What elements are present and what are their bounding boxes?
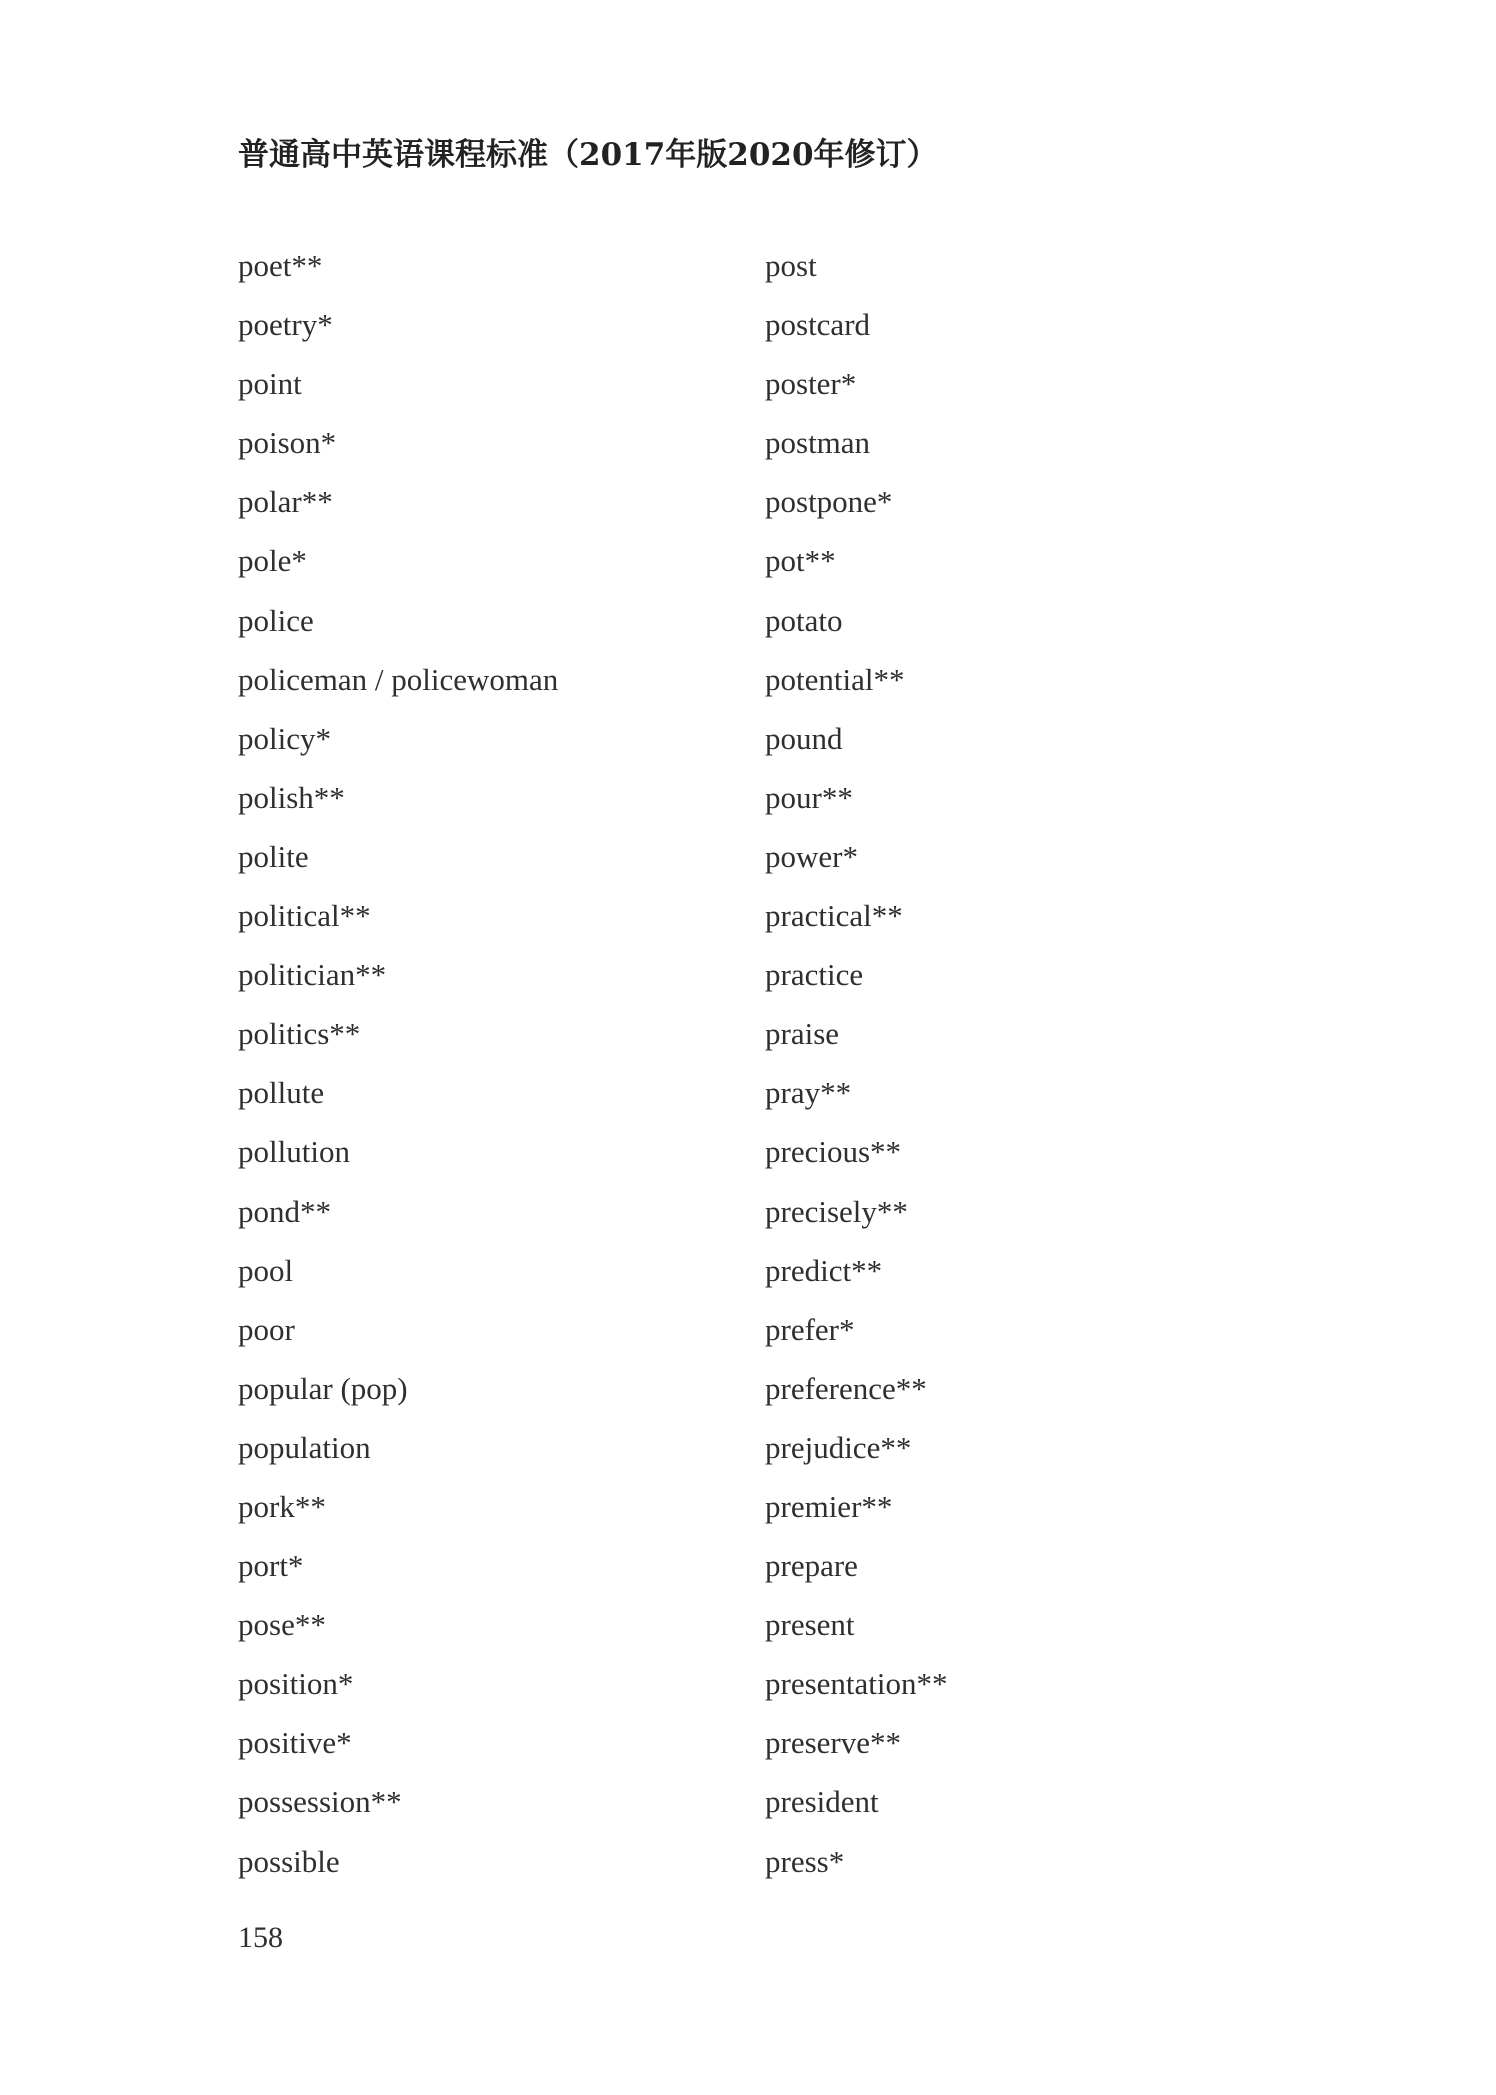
word-entry: premier** [765,1488,893,1524]
word-entry: pot** [765,543,836,579]
word-entry: predict** [765,1252,883,1288]
word-entry: politician** [238,957,387,993]
word-entry: practice [765,957,864,993]
word-entry: population [238,1429,371,1465]
word-entry: press* [765,1843,845,1879]
word-entry: pork** [238,1488,326,1524]
word-entry: polar** [238,484,333,520]
word-entry: position* [238,1666,354,1702]
word-entry: president [765,1784,879,1820]
word-list-right-column [765,243,948,1898]
word-entry: post [765,248,817,283]
word-entry: prepare [765,1548,858,1584]
word-entry: practical** [765,898,903,934]
word-entry: poor [238,1311,295,1347]
word-entry: pose** [238,1607,326,1643]
word-entry: pollution [238,1134,350,1170]
word-entry: poet** [238,248,323,283]
word-entry: pollute [238,1075,325,1111]
word-entry: possible [238,1843,340,1879]
word-list-left-column [238,243,558,1898]
word-entry: pound [765,720,843,756]
word-entry: postcard [765,307,871,343]
word-entry: pray** [765,1075,852,1111]
word-entry: precious** [765,1134,902,1170]
word-entry: possession** [238,1784,402,1820]
word-entry: popular (pop) [238,1370,408,1406]
word-entry: pour** [765,779,853,815]
word-entry: polish** [238,779,345,815]
word-entry: poison* [238,425,337,461]
word-entry: police [238,602,314,638]
word-entry: presentation** [765,1666,948,1702]
word-entry: poster* [765,366,857,402]
word-entry: postpone* [765,484,893,520]
word-entry: polite [238,838,309,874]
word-entry: point [238,366,302,402]
word-entry: preference** [765,1370,927,1406]
word-entry: power* [765,838,858,874]
word-entry: political** [238,898,371,934]
word-entry: postman [765,425,871,461]
word-entry: potential** [765,661,905,697]
word-entry: precisely** [765,1193,908,1229]
word-entry: prefer* [765,1311,855,1347]
page-header-title: 普通高中英语课程标准（2017年版2020年修订） [238,137,938,173]
word-entry: pond** [238,1193,331,1229]
page-number: 158 [238,1921,283,1954]
word-entry: politics** [238,1016,361,1052]
word-entry: present [765,1607,855,1643]
word-entry: policeman / policewoman [238,661,559,697]
word-entry: positive* [238,1725,352,1761]
word-entry: potato [765,602,843,638]
word-entry: port* [238,1548,304,1584]
word-entry: prejudice** [765,1429,912,1465]
word-entry: preserve** [765,1725,901,1761]
word-entry: poetry* [238,307,333,343]
word-entry: pole* [238,543,307,579]
word-entry: praise [765,1016,840,1052]
word-entry: policy* [238,720,331,756]
word-entry: pool [238,1252,294,1288]
